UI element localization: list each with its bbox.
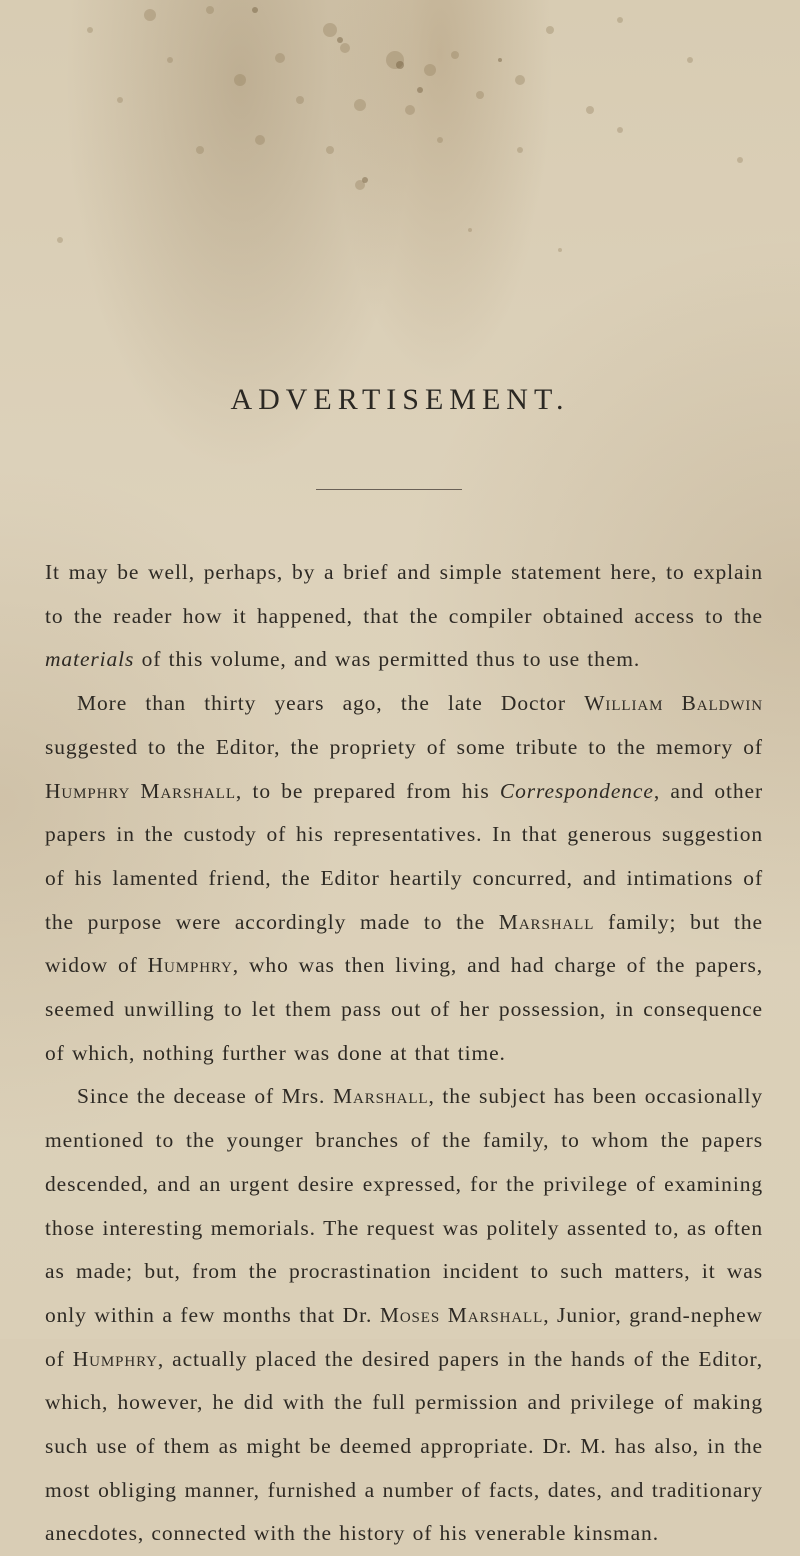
text-run: materials [45,647,135,672]
text-run: , the subject has been occasionally mentioned to the younger branches of the family, to whom the papers descended, and an urgent desire expressed, for the privilege of examining those interesting memorials. The request was politely assented to, as often as made; but, from the procrastination incident to such matters, it was only within a few months that Dr. [45,1084,763,1327]
text-run: , who was then living, and had charge of the papers, seemed unwilling to let them pass out of her possession, in consequence of which, nothing further was done at that time. [45,953,763,1065]
paragraph [45,1075,763,1556]
text-run: Marshall [332,1084,429,1109]
text-run: , and other papers in the custody of his representatives. In that generous suggestion of his lamented friend, the Editor heartily concurred, and intimations of the purpose were accordingly made to the [45,778,764,934]
text-run: , actually placed the desired papers in the hands of the Editor, which, however, he did with the full permission and privilege of making such use of them as might be deemed appropriate. Dr. M. has also, in the most obliging manner, furnished a number of facts, dates, and traditionary anecdotes, connected with the history of his venerable kinsman. [45,1346,763,1546]
text-run: William Baldwin [584,691,764,716]
text-run: suggested to the Editor, the propriety of some tribute to the memory of [45,734,763,759]
body-text [45,551,763,1556]
text-run: of this volume, and was permitted thus to use them. [134,647,641,672]
text-run: More than thirty years ago, the late Doctor [77,691,585,716]
divider [316,489,462,490]
foxing-stains [0,0,800,280]
text-run: family; but the widow of [45,909,763,978]
text-run: Moses Marshall [379,1302,544,1327]
text-run: Humphry Marshall [45,778,236,803]
paragraph [45,551,763,682]
text-run: Correspondence [499,778,654,803]
text-run: , Junior, grand-nephew of [45,1302,763,1371]
text-run: Marshall [498,909,595,934]
page-title: ADVERTISEMENT. [230,383,570,416]
text-run: , to be prepared from his [235,778,500,803]
text-run: Humphry [72,1346,158,1371]
text-run: Humphry [147,953,233,978]
text-run: Since the decease of Mrs. [77,1084,333,1109]
paragraph [45,682,763,1075]
text-run: It may be well, perhaps, by a brief and simple statement here, to explain to the reader how it happened, that the compiler obtained access to the [45,560,763,628]
